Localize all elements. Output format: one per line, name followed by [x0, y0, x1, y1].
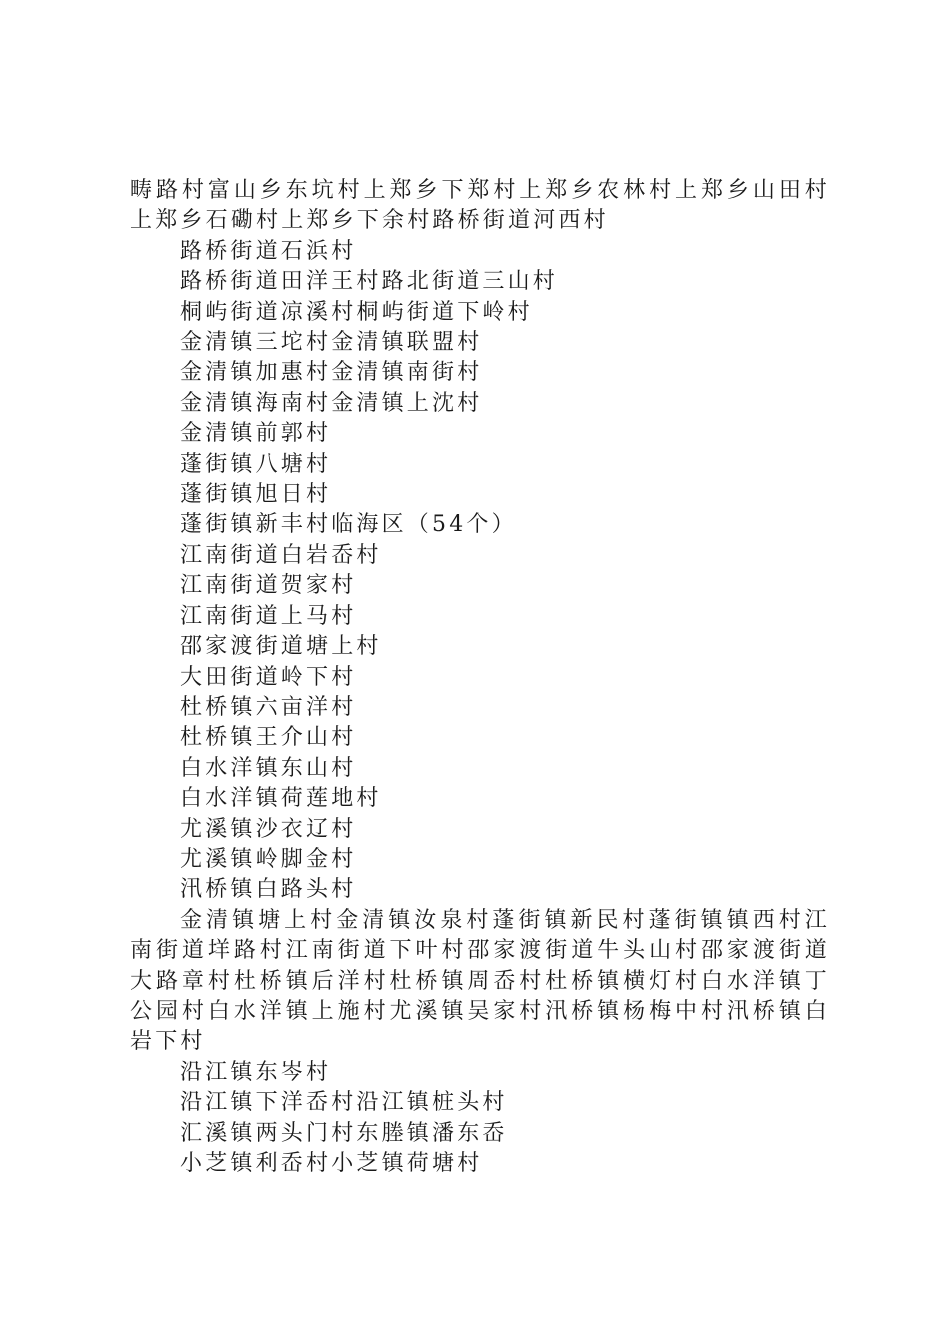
list-item: 金清镇海南村金清镇上沈村	[180, 390, 483, 416]
village-list-a	[130, 237, 830, 906]
list-item: 路桥街道石浜村	[180, 238, 357, 264]
list-item: 汇溪镇两头门村东塍镇潘东岙	[180, 1120, 508, 1146]
list-item: 金清镇加惠村金清镇南街村	[180, 360, 483, 386]
list-item: 杜桥镇王介山村	[180, 725, 357, 751]
list-item: 江南街道白岩岙村	[180, 542, 382, 568]
list-item: 蓬街镇旭日村	[180, 482, 332, 508]
list-item: 汛桥镇白路头村	[180, 877, 357, 903]
list-item: 江南街道贺家村	[180, 573, 357, 599]
list-item: 白水洋镇荷莲地村	[180, 786, 382, 812]
list-item: 蓬街镇八塘村	[180, 451, 332, 477]
list-item: 金清镇前郭村	[180, 421, 332, 447]
list-item: 金清镇三坨村金清镇联盟村	[180, 330, 483, 356]
village-list-b	[130, 1058, 830, 1180]
list-item: 桐屿街道凉溪村桐屿街道下岭村	[180, 299, 533, 325]
list-item: 杜桥镇六亩洋村	[180, 694, 357, 720]
list-item: 江南街道上马村	[180, 603, 357, 629]
list-item: 大田街道岭下村	[180, 664, 357, 690]
list-item: 沿江镇东岑村	[180, 1059, 332, 1085]
middle-paragraph: 金清镇塘上村金清镇汝泉村蓬街镇新民村蓬街镇镇西村江南街道垟路村江南街道下叶村邵家渡街道牛头山村邵家渡街道大路章村杜桥镇后洋村杜桥镇周岙村杜桥镇横灯村白水洋镇丁公园村白水洋镇上施村尤溪镇吴家村汛桥镇杨梅中村汛桥镇白岩下村	[130, 907, 830, 1055]
document-body	[130, 176, 830, 1179]
list-item: 路桥街道田洋王村路北街道三山村	[180, 269, 559, 295]
list-item: 沿江镇下洋岙村沿江镇桩头村	[180, 1090, 508, 1116]
list-item: 白水洋镇东山村	[180, 755, 357, 781]
list-item: 尤溪镇沙衣辽村	[180, 816, 357, 842]
list-item: 尤溪镇岭脚金村	[180, 846, 357, 872]
list-item: 邵家渡街道塘上村	[180, 634, 382, 660]
list-item: 小芝镇利岙村小芝镇荷塘村	[180, 1151, 483, 1176]
list-item: 蓬街镇新丰村临海区（54个）	[180, 512, 517, 538]
intro-paragraph: 畴路村富山乡东坑村上郑乡下郑村上郑乡农林村上郑乡山田村上郑乡石磡村上郑乡下余村路桥街道河西村	[130, 178, 830, 234]
